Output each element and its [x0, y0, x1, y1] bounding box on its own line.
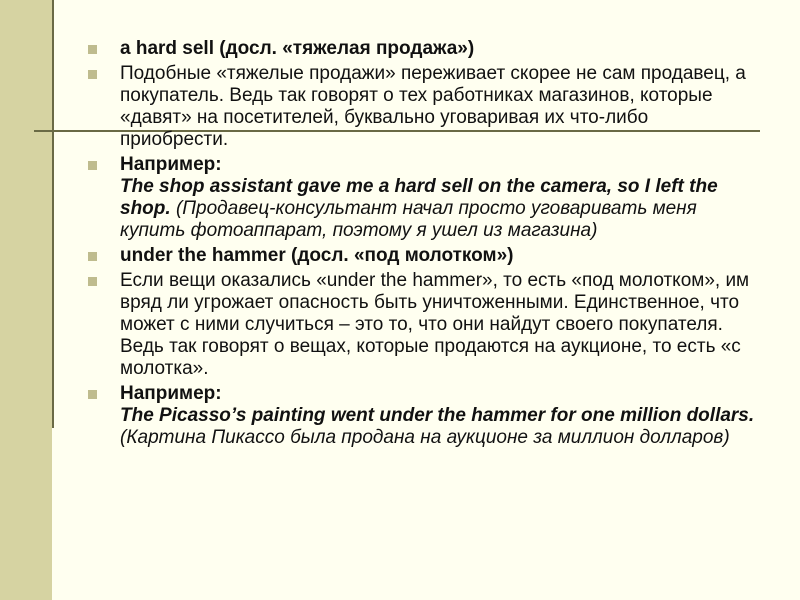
bullet-icon: [88, 252, 97, 261]
bullet-list: [88, 38, 756, 452]
side-decoration-bar: [0, 0, 52, 600]
example-translation: (Продавец-консультант начал просто уговаривать меня купить фотоаппарат, поэтому я ушел из магазина): [120, 198, 697, 241]
idiom-explanation: Если вещи оказались «under the hammer», то есть «под молотком», им вряд ли угрожает опасность быть уничтоженными. Единственное, что может с ними случиться – это то, что они найдут своего покупателя. Ведь так говорят о вещах, которые продаются на аукционе, то есть «с молотка».: [120, 270, 750, 379]
list-item-hard-sell-heading: [88, 38, 756, 60]
bullet-icon: [88, 45, 97, 54]
example-english: The shop assistant gave me a hard sell on the camera, so I left the shop.: [120, 176, 718, 219]
list-item-hammer-example: [88, 383, 756, 449]
bullet-icon: [88, 390, 97, 399]
example-label: Например:: [120, 383, 222, 404]
example-english: The Picasso’s painting went under the hammer for one million dollars.: [120, 405, 755, 426]
idiom-heading: a hard sell (досл. «тяжелая продажа»): [120, 38, 475, 59]
example-label: Например:: [120, 154, 222, 175]
idiom-explanation: Подобные «тяжелые продажи» переживает скорее не сам продавец, а покупатель. Ведь так говорят о тех работниках магазинов, которые «давят» на посетителей, буквально уговаривая их что-либо приобрести.: [120, 63, 746, 150]
example-translation: (Картина Пикассо была продана на аукционе за миллион долларов): [120, 427, 730, 448]
list-item-hammer-explanation: [88, 270, 756, 380]
bullet-icon: [88, 161, 97, 170]
side-divider-line: [52, 0, 54, 428]
idiom-heading: under the hammer (досл. «под молотком»): [120, 245, 514, 266]
list-item-hard-sell-example: [88, 154, 756, 242]
bullet-icon: [88, 70, 97, 79]
bullet-icon: [88, 277, 97, 286]
list-item-hammer-heading: [88, 245, 756, 267]
list-item-hard-sell-explanation: [88, 63, 756, 151]
